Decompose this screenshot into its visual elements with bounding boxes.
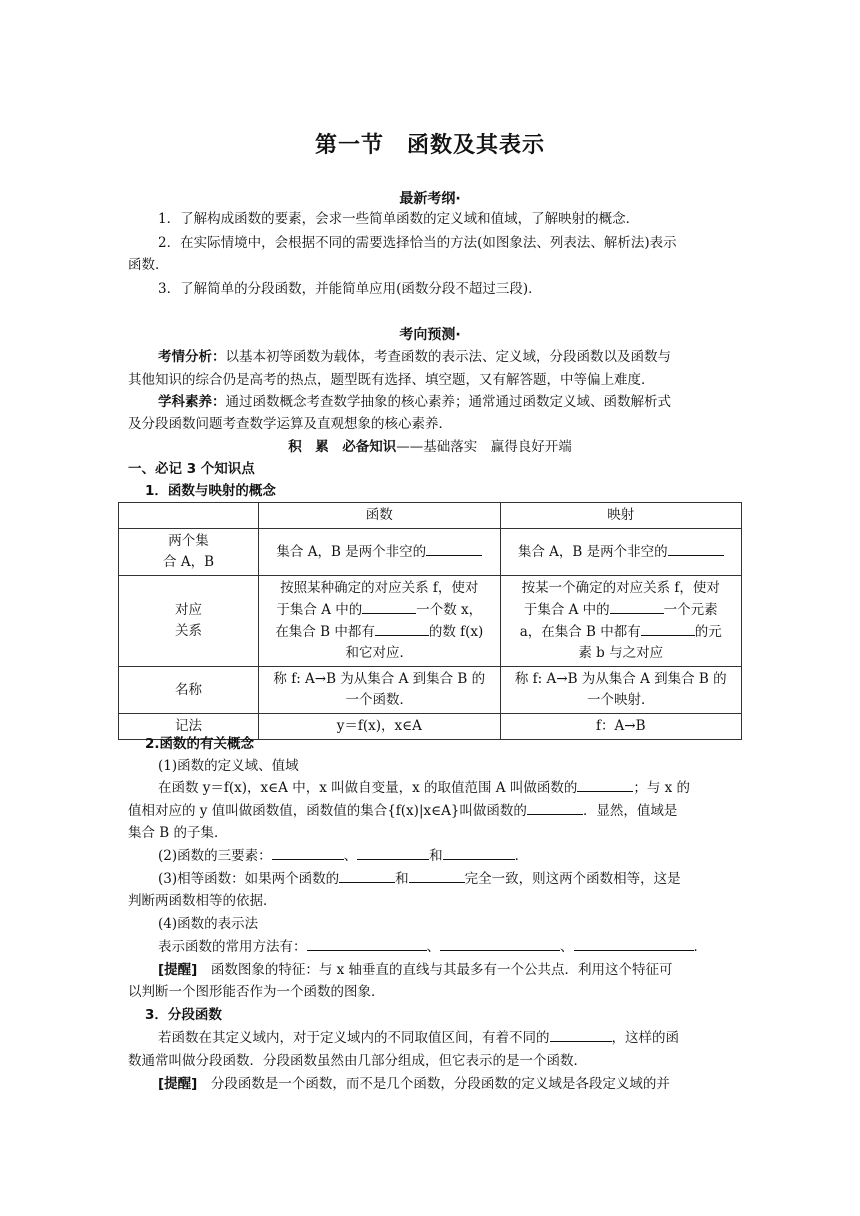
cell-text: 集合 A，B 是两个非空的 <box>276 544 427 560</box>
text: 分段函数是一个函数，而不是几个函数，分段函数的定义域是各段定义域的并 <box>197 1076 670 1092</box>
analysis-text: 以基本初等函数为载体，考查函数的表示法、定义域，分段函数以及函数与 <box>225 349 671 365</box>
text: 表示函数的常用方法有： <box>158 939 307 955</box>
paragraph-line: 集合 B 的子集． <box>128 825 228 841</box>
cell-text: 一个数 x， <box>416 602 483 618</box>
cell-line: 按某一个确定的对应关系 f，使对 <box>521 580 720 596</box>
text: 、 <box>343 848 358 864</box>
fill-blank[interactable] <box>577 777 633 792</box>
text: 和 <box>395 871 409 887</box>
tip-line: 以判断一个图形能否作为一个函数的图象． <box>128 984 385 1000</box>
text: 、 <box>560 939 574 955</box>
cell-text: 集合 A，B 是两个非空的 <box>517 544 668 560</box>
row-label-line: 合 A，B <box>163 554 215 570</box>
paragraph-line <box>158 845 738 867</box>
paragraph-line <box>158 868 738 890</box>
text: (2)函数的三要素： <box>158 848 272 864</box>
text: ． <box>514 848 529 864</box>
table-row <box>119 576 742 667</box>
section-heading: 一、必记 3 个知识点 <box>128 461 255 477</box>
row-label: 名称 <box>119 667 259 714</box>
fill-blank[interactable] <box>574 936 694 951</box>
literacy-line-2: 及分段函数问题考查数学运算及直观想象的核心素养． <box>128 416 452 432</box>
cell-text: a，在集合 B 中都有 <box>519 624 641 640</box>
row-label <box>119 576 259 667</box>
text: 、 <box>426 939 440 955</box>
text: 和 <box>429 848 443 864</box>
banner-bold: 积 累 必备知识 <box>288 439 397 455</box>
tip-line <box>158 1073 738 1095</box>
analysis-label: 考情分析： <box>158 349 226 365</box>
subsection-heading: 3．分段函数 <box>145 1007 222 1023</box>
table-cell <box>500 667 741 714</box>
fill-blank[interactable] <box>440 936 560 951</box>
fill-blank[interactable] <box>443 845 515 860</box>
text: 值相对应的 y 值叫做函数值，函数值的集合{f(x)|x∈A}叫做函数的 <box>128 803 527 819</box>
page-title: 第一节 函数及其表示 <box>314 133 545 158</box>
paragraph-line: 判断两函数相等的依据． <box>128 893 277 909</box>
row-label: 记法 <box>119 714 259 740</box>
cell-line <box>265 599 493 621</box>
tip-line <box>158 959 738 981</box>
table-cell: y＝f(x)，x∈A <box>259 714 500 740</box>
cell-text: 一个元素 <box>663 602 718 618</box>
row-label-line: 两个集 <box>168 533 209 549</box>
fill-blank[interactable] <box>272 845 344 860</box>
syllabus-item: 3．了解简单的分段函数，并能简单应用(函数分段不超过三段)． <box>158 281 542 297</box>
tip-label: [提醒] <box>158 1076 198 1092</box>
cell-text: 在集合 B 中都有 <box>275 624 375 640</box>
table-header-cell: 映射 <box>500 503 741 529</box>
table-header-cell: 函数 <box>259 503 500 529</box>
cell-line: 素 b 与之对应 <box>578 645 664 661</box>
paragraph-line <box>128 800 738 822</box>
fill-blank[interactable] <box>339 868 395 883</box>
text: 若函数在其定义域内，对于定义域内的不同取值区间，有着不同的 <box>158 1030 550 1046</box>
banner-rest: ——基础落实 赢得良好开端 <box>396 439 572 455</box>
cell-text: 的元 <box>694 624 722 640</box>
cell-text: 于集合 A 中的 <box>276 602 363 618</box>
row-label-line: 关系 <box>175 623 203 639</box>
paragraph-line: 数通常叫做分段函数．分段函数虽然由几部分组成，但它表示的是一个函数． <box>128 1053 587 1069</box>
text: ． <box>693 939 707 955</box>
analysis-line-2: 其他知识的综合仍是高考的热点，题型既有选择、填空题，又有解答题，中等偏上难度． <box>128 372 655 388</box>
paragraph-line: (1)函数的定义域、值域 <box>158 758 299 774</box>
table-cell <box>500 576 741 667</box>
text: 在函数 y＝f(x)，x∈A 中，x 叫做自变量，x 的取值范围 A 叫做函数的 <box>158 780 578 796</box>
cell-line: 和它对应． <box>345 645 414 661</box>
table-header-row <box>119 503 742 529</box>
literacy-text: 通过函数概念考查数学抽象的核心素养；通常通过函数定义域、函数解析式 <box>225 394 671 410</box>
cell-text: 的数 f(x) <box>428 624 484 640</box>
cell-line <box>507 621 735 643</box>
fill-blank[interactable] <box>375 621 429 636</box>
fill-blank[interactable] <box>357 845 429 860</box>
cell-line: 一个函数． <box>345 692 414 708</box>
syllabus-item: 函数． <box>128 257 169 273</box>
text: ，这样的函 <box>611 1030 679 1046</box>
analysis-line <box>158 346 738 368</box>
paragraph-line <box>158 1027 738 1049</box>
row-label <box>119 529 259 576</box>
table-cell <box>259 529 500 576</box>
fill-blank[interactable] <box>409 868 465 883</box>
table-cell <box>259 667 500 714</box>
literacy-label: 学科素养： <box>158 394 226 410</box>
cell-line: 称 f: A→B 为从集合 A 到集合 B 的 <box>514 671 727 687</box>
literacy-line <box>158 391 738 413</box>
fill-blank[interactable] <box>426 541 482 556</box>
fill-blank[interactable] <box>641 621 695 636</box>
function-mapping-table <box>118 502 742 740</box>
table-cell <box>500 529 741 576</box>
cell-line: 一个映射． <box>587 692 655 708</box>
table-header-cell <box>119 503 259 529</box>
fill-blank[interactable] <box>610 599 664 614</box>
cell-line <box>265 621 493 643</box>
syllabus-item: 1．了解构成函数的要素，会求一些简单函数的定义域和值域，了解映射的概念． <box>158 211 640 227</box>
row-label-line: 对应 <box>175 602 203 618</box>
text: 完全一致，则这两个函数相等，这是 <box>464 871 681 887</box>
paragraph-line <box>158 936 738 958</box>
fill-blank[interactable] <box>668 541 724 556</box>
table-row <box>119 529 742 576</box>
forecast-heading: 考向预测· <box>399 327 461 343</box>
paragraph-line: (4)函数的表示法 <box>158 916 259 932</box>
table-cell <box>259 576 500 667</box>
table-cell: f：A→B <box>500 714 741 740</box>
text: (3)相等函数：如果两个函数的 <box>158 871 340 887</box>
text: ；与 x 的 <box>633 780 691 796</box>
syllabus-heading: 最新考纲· <box>399 191 461 207</box>
fill-blank[interactable] <box>362 599 416 614</box>
cell-line: 按照某种确定的对应关系 f，使对 <box>280 580 479 596</box>
cell-line <box>507 599 735 621</box>
cell-text: 于集合 A 中的 <box>523 602 610 618</box>
fill-blank[interactable] <box>550 1027 612 1042</box>
syllabus-item: 2．在实际情境中，会根据不同的需要选择恰当的方法(如图象法、列表法、解析法)表示 <box>158 235 677 251</box>
fill-blank[interactable] <box>307 936 427 951</box>
cell-line: 称 f: A→B 为从集合 A 到集合 B 的 <box>273 671 486 687</box>
text: 函数图象的特征：与 x 轴垂直的直线与其最多有一个公共点．利用这个特征可 <box>197 962 673 978</box>
subsection-heading: 1．函数与映射的概念 <box>145 483 276 499</box>
text: ．显然，值域是 <box>582 803 678 819</box>
paragraph-line <box>158 777 738 799</box>
table-row <box>119 667 742 714</box>
fill-blank[interactable] <box>527 800 583 815</box>
subsection-heading: 2.函数的有关概念 <box>145 736 255 752</box>
tip-label: [提醒] <box>158 962 198 978</box>
section-banner <box>0 436 860 458</box>
